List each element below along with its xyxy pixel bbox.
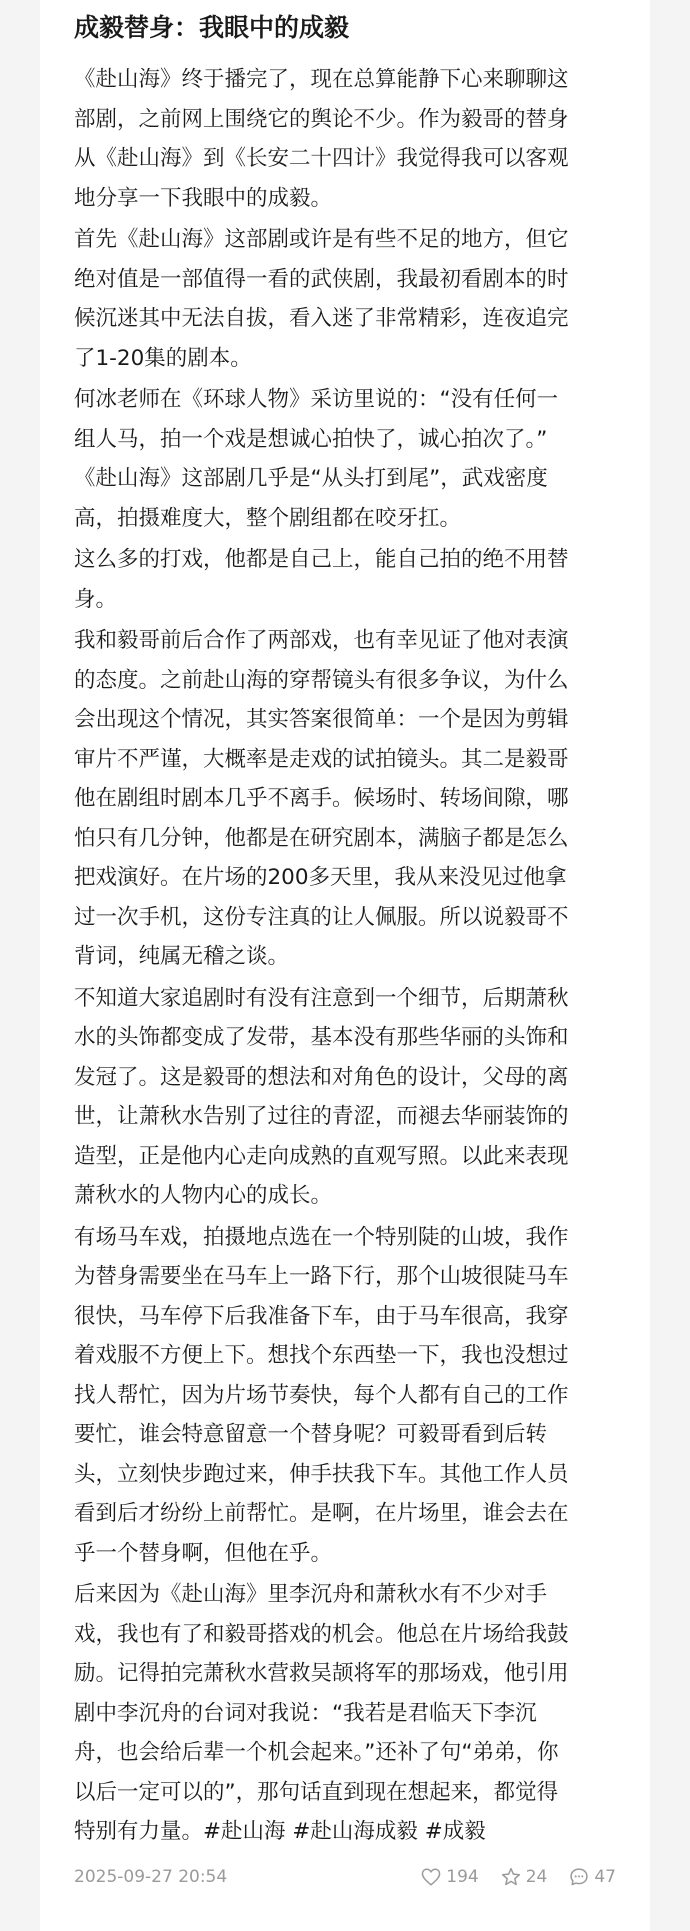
paragraph-line: 过一次手机，这份专注真的让人佩服。所以说毅哥不 (74, 904, 569, 930)
paragraph-line: 首先《赴山海》这部剧或许是有些不足的地方，但它 (74, 227, 569, 252)
paragraph-line: 有场马车戏，拍摄地点选在一个特别陡的山坡，我作 (74, 1224, 569, 1250)
paragraph-line: 绝对值是一部值得一看的武侠剧，我最初看剧本的时 (74, 266, 569, 292)
hashtag-link[interactable]: #成毅 (424, 1819, 486, 1844)
paragraph-line: 何冰老师在《环球人物》采访里说的：“没有任何一 (74, 387, 559, 412)
post-paragraph (74, 621, 616, 977)
post-paragraph (74, 220, 616, 378)
paragraph-line: 这么多的打戏，他都是自己上，能自己拍的绝不用替 (74, 547, 569, 572)
paragraph-line: 从《赴山海》到《长安二十四计》我觉得我可以客观 (74, 146, 569, 171)
paragraph-line: 戏，我也有了和毅哥搭戏的机会。他总在片场给我鼓 (74, 1621, 569, 1647)
paragraph-line: 励。记得拍完萧秋水营救吴颉将军的那场戏，他引用 (74, 1661, 569, 1686)
paragraph-line: 着戏服不方便上下。想找个东西垫一下，我也没想过 (74, 1343, 569, 1368)
paragraph-line: 水的头饰都变成了发带，基本没有那些华丽的头饰和 (74, 1025, 569, 1050)
repost-button[interactable] (501, 1867, 548, 1887)
like-count: 194 (446, 1867, 479, 1887)
post-paragraph (74, 1575, 616, 1852)
paragraph-line: 不知道大家追剧时有没有注意到一个细节，后期萧秋 (74, 985, 569, 1011)
post-paragraph (74, 380, 616, 538)
paragraph-line: 《赴山海》终于播完了，现在总算能静下心来聊聊这 (74, 67, 569, 92)
paragraph-line: 身。 (74, 586, 118, 612)
paragraph-line: 《赴山海》这部剧几乎是“从头打到尾”，武戏密度 (74, 466, 548, 491)
hashtag-link[interactable]: #赴山海 (203, 1819, 286, 1844)
paragraph-line: 他在剧组时剧本几乎不离手。候场时、转场间隙，哪 (74, 786, 569, 811)
paragraph-line: 部剧，之前网上围绕它的舆论不少。作为毅哥的替身 (74, 106, 569, 132)
paragraph-line: 乎一个替身啊，但他在乎。 (74, 1540, 333, 1566)
paragraph-line: 看到后才纷纷上前帮忙。是啊，在片场里，谁会去在 (74, 1501, 569, 1526)
paragraph-line: 剧中李沉舟的台词对我说：“我若是君临天下李沉 (74, 1700, 537, 1726)
paragraph-line: 为替身需要坐在马车上一路下行，那个山坡很陡马车 (74, 1264, 569, 1289)
paragraph-line: 了1-20集的剧本。 (74, 345, 252, 371)
hashtag-link[interactable]: #赴山海成毅 (292, 1819, 418, 1844)
paragraph-line: 地分享一下我眼中的成毅。 (74, 185, 333, 211)
repost-count: 24 (525, 1867, 548, 1887)
paragraph-line: 世，让萧秋水告别了过往的青涩，而褪去华丽装饰的 (74, 1104, 569, 1129)
like-button[interactable] (421, 1867, 478, 1887)
post-paragraph (74, 1218, 616, 1574)
paragraph-line: 的态度。之前赴山海的穿帮镜头有很多争议，为什么 (74, 667, 569, 693)
paragraph-line: 组人马，拍一个戏是想诚心拍快了，诚心拍次了。” (74, 426, 548, 452)
post-paragraph (74, 60, 616, 218)
comment-count: 47 (594, 1867, 616, 1887)
post-paragraph (74, 979, 616, 1216)
comment-button[interactable] (569, 1867, 616, 1887)
post-card (40, 0, 650, 1931)
paragraph-line: 萧秋水的人物内心的成长。 (74, 1183, 333, 1208)
paragraph-line: 把戏演好。在片场的200多天里，我从来没见过他拿 (74, 865, 567, 890)
paragraph-line: 很快，马车停下后我准备下车，由于马车很高，我穿 (74, 1303, 569, 1329)
comment-bubble-icon (569, 1867, 589, 1887)
paragraph-line: 后来因为《赴山海》里李沉舟和萧秋水有不少对手 (74, 1582, 548, 1607)
post-content (74, 10, 616, 1854)
heart-icon (421, 1868, 441, 1886)
post-title: 成毅替身：我眼中的成毅 (74, 13, 350, 42)
post-body (74, 60, 616, 1852)
paragraph-line: 会出现这个情况，其实答案很简单：一个是因为剪辑 (74, 707, 569, 732)
paragraph-line: 背词，纯属无稽之谈。 (74, 944, 290, 969)
paragraph-line: 造型，正是他内心走向成熟的直观写照。以此来表现 (74, 1143, 569, 1169)
paragraph-line: 发冠了。这是毅哥的想法和对角色的设计，父母的离 (74, 1064, 569, 1090)
post-paragraph (74, 540, 616, 619)
paragraph-line: 怕只有几分钟，他都是在研究剧本，满脑子都是怎么 (74, 825, 569, 851)
star-icon (501, 1867, 521, 1887)
paragraph-line: 要忙，谁会特意留意一个替身呢？可毅哥看到后转 (74, 1422, 548, 1447)
paragraph-line: 候沉迷其中无法自拔，看入迷了非常精彩，连夜追完 (74, 306, 569, 331)
paragraph-line-text: 特别有力量。 (74, 1819, 204, 1844)
paragraph-line: 找人帮忙，因为片场节奏快，每个人都有自己的工作 (74, 1382, 569, 1408)
paragraph-line: 以后一定可以的”，那句话直到现在想起来，都觉得 (74, 1779, 559, 1805)
paragraph-line: 审片不严谨，大概率是走戏的试拍镜头。其二是毅哥 (74, 746, 569, 772)
post-timestamp: 2025-09-27 20:54 (74, 1867, 228, 1887)
post-meta-bar (74, 1862, 616, 1892)
paragraph-line: 高，拍摄难度大，整个剧组都在咬牙扛。 (74, 505, 462, 531)
paragraph-line: 舟，也会给后辈一个机会起来。”还补了句“弟弟，你 (74, 1740, 559, 1765)
paragraph-line: 头，立刻快步跑过来，伸手扶我下车。其他工作人员 (74, 1461, 569, 1487)
paragraph-line-with-hashtags (74, 1812, 616, 1852)
paragraph-line: 我和毅哥前后合作了两部戏，也有幸见证了他对表演 (74, 628, 569, 653)
